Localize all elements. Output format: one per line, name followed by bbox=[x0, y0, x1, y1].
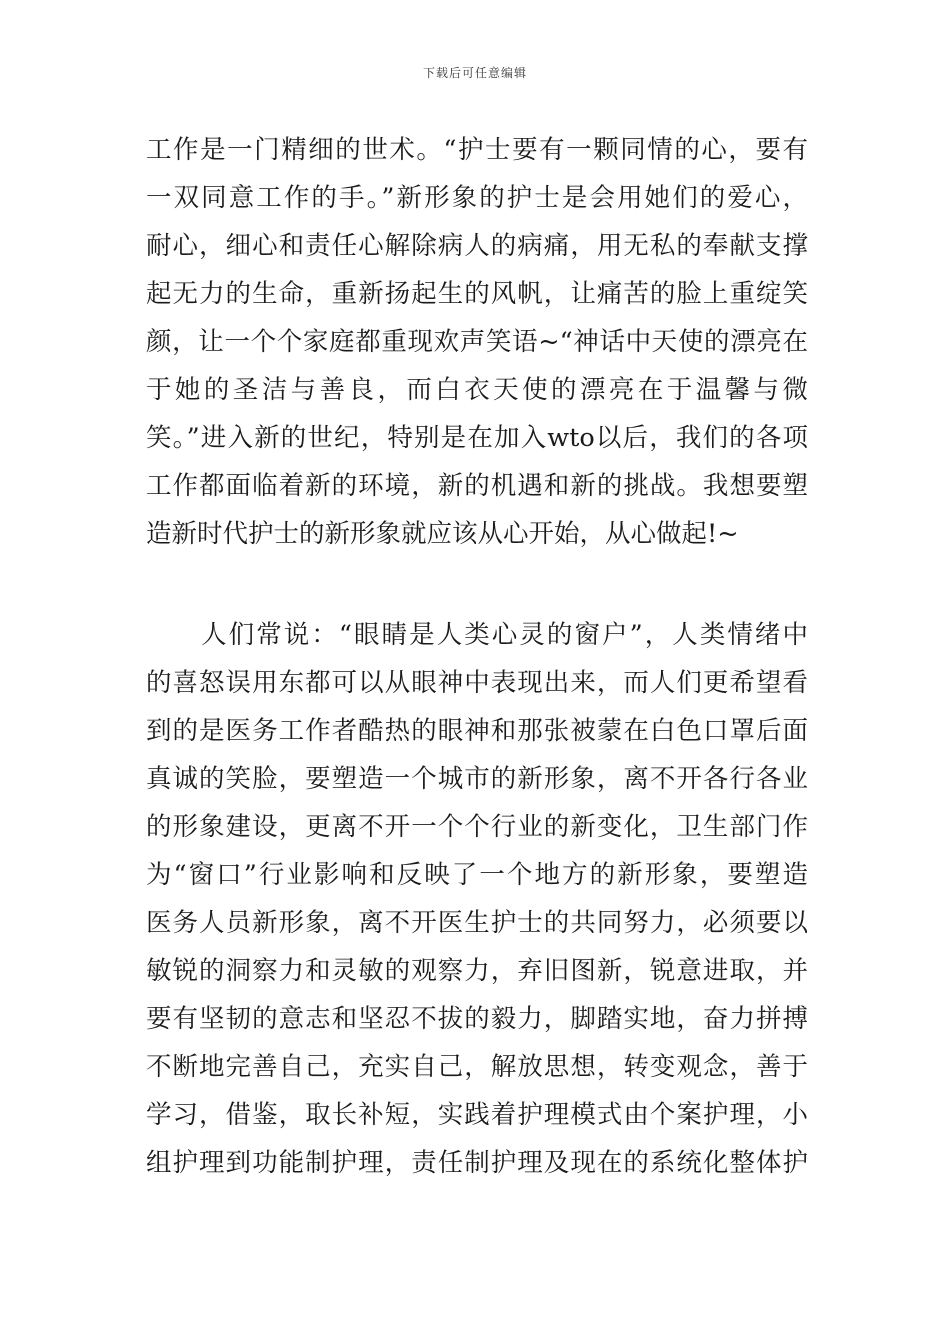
text-line: 的形象建设，更离不开一个个行业的新变化，卫生部门作 bbox=[146, 812, 808, 842]
paragraph-2 bbox=[146, 611, 808, 1187]
text-line: 不断地完善自己，充实自己，解放思想，转变观念，善于 bbox=[146, 1052, 808, 1082]
text-line: 起无力的生命，重新扬起生的风帆，让痛苦的脸上重绽笑 bbox=[146, 279, 808, 309]
text-line: 到的是医务工作者酷热的眼神和那张被蒙在白色口罩后面 bbox=[146, 716, 808, 746]
page-header: 下载后可任意编辑 bbox=[422, 66, 527, 80]
text-line: 真诚的笑脸，要塑造一个城市的新形象，离不开各行各业 bbox=[146, 764, 808, 794]
text-line: 要有坚韧的意志和坚忍不拔的毅力，脚踏实地，奋力拼搏 bbox=[146, 1004, 808, 1034]
text-line: 敏锐的洞察力和灵敏的观察力，弃旧图新，锐意进取，并 bbox=[146, 956, 808, 986]
text-line: 人们常说：“眼睛是人类心灵的窗户”，人类情绪中 bbox=[146, 620, 808, 650]
text-line: 笑。”进入新的世纪，特别是在加入wto以后，我们的各项 bbox=[146, 423, 808, 453]
text-line: 造新时代护士的新形象就应该从心开始，从心做起!~ bbox=[146, 519, 739, 549]
text-line: 组护理到功能制护理，责任制护理及现在的系统化整体护 bbox=[146, 1148, 808, 1178]
text-line: 的喜怒误用东都可以从眼神中表现出来，而人们更希望看 bbox=[146, 668, 808, 698]
text-line: 学习，借鉴，取长补短，实践着护理模式由个案护理，小 bbox=[146, 1100, 808, 1130]
text-line: 于她的圣洁与善良，而白衣天使的漂亮在于温馨与微 bbox=[146, 375, 808, 405]
text-line: 医务人员新形象，离不开医生护士的共同努力，必须要以 bbox=[146, 908, 808, 938]
paragraph-1 bbox=[146, 126, 808, 558]
text-line: 工作都面临着新的环境，新的机遇和新的挑战。我想要塑 bbox=[146, 471, 808, 501]
text-line: 耐心，细心和责任心解除病人的病痛，用无私的奉献支撑 bbox=[146, 231, 808, 261]
paragraph-spacer bbox=[146, 558, 808, 611]
text-line: 为“窗口”行业影响和反映了一个地方的新形象，要塑造 bbox=[146, 860, 808, 890]
text-line: 工作是一门精细的世术。“护士要有一颗同情的心，要有 bbox=[146, 135, 808, 165]
text-line: 一双同意工作的手。”新形象的护士是会用她们的爱心， bbox=[146, 183, 808, 213]
text-line: 颜，让一个个家庭都重现欢声笑语~“神话中天使的漂亮在 bbox=[146, 327, 808, 357]
document-body bbox=[146, 126, 808, 1187]
